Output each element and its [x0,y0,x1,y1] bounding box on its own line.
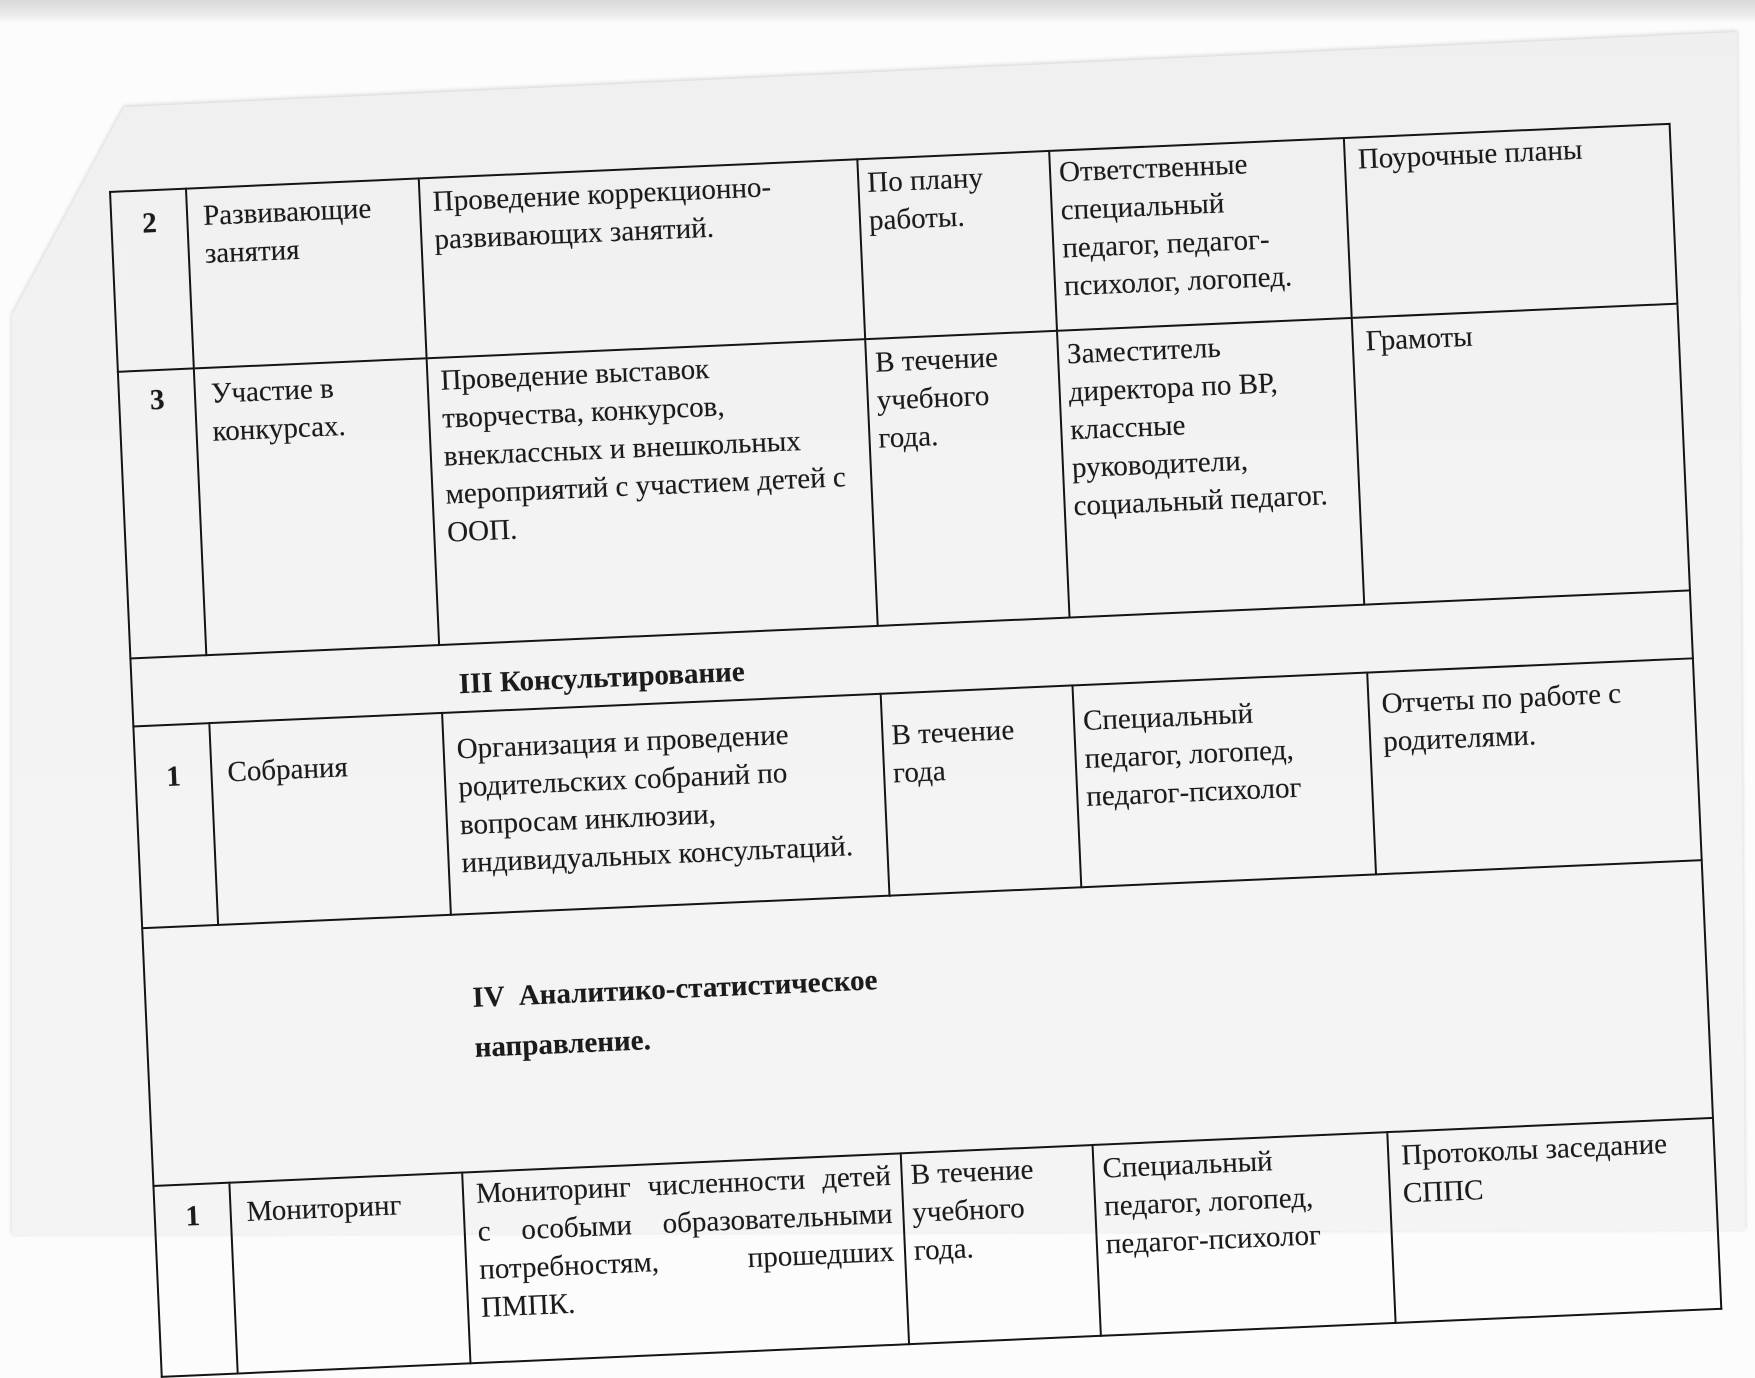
cell-content: Проведение выставок творчества, конкурсов, внеклассных и внешкольных мероприятий с участием детей с ООП. [427,339,878,645]
cell-number: 1 [133,723,218,928]
cell-responsible: Ответственные специальный педагог, педагог- психолог, логопед. [1049,138,1352,331]
cell-content: Организация и проведение родительских собраний по вопросам инклюзии, индивидуальных консультаций. [442,694,889,915]
section-heading: IV Аналитико-статистическое направление. [471,964,879,1064]
cell-period: По плану работы. [857,151,1057,339]
cell-responsible: Заместитель директора по ВР, классные руководители, социальный педагог. [1057,318,1364,618]
cell-activity: Участие в конкурсах. [194,358,439,655]
cell-period: В течение учебного года. [901,1145,1101,1344]
cell-responsible: Специальный педагог, логопед, педагог-психолог [1072,673,1376,888]
cell-number: 2 [110,189,194,372]
cell-result: Протоколы заседание СППС [1387,1118,1721,1323]
plan-table [109,123,1722,1378]
cell-number: 3 [118,368,206,658]
cell-period: В течение учебного года. [865,331,1069,626]
cell-period: В течение года [881,685,1082,895]
cell-result: Поурочные планы [1344,124,1678,318]
cell-result: Грамоты [1352,304,1690,605]
cell-number: 1 [153,1183,237,1377]
cell-result: Отчеты по работе с родителями. [1367,658,1702,874]
cell-content: Проведение коррекционно- развивающих занятий. [419,159,865,358]
cell-responsible: Специальный педагог, логопед, педагог-психолог [1093,1132,1396,1336]
cell-content: Мониторинг численности детей с особыми образовательными потребностям, прошедших ПМПК. [462,1153,909,1363]
document-page [109,123,1720,1378]
cell-activity: Развивающие занятия [186,178,427,368]
cell-activity: Собрания [209,713,451,925]
section-heading: III Консультирование [130,590,1692,726]
cell-activity: Мониторинг [229,1173,470,1374]
